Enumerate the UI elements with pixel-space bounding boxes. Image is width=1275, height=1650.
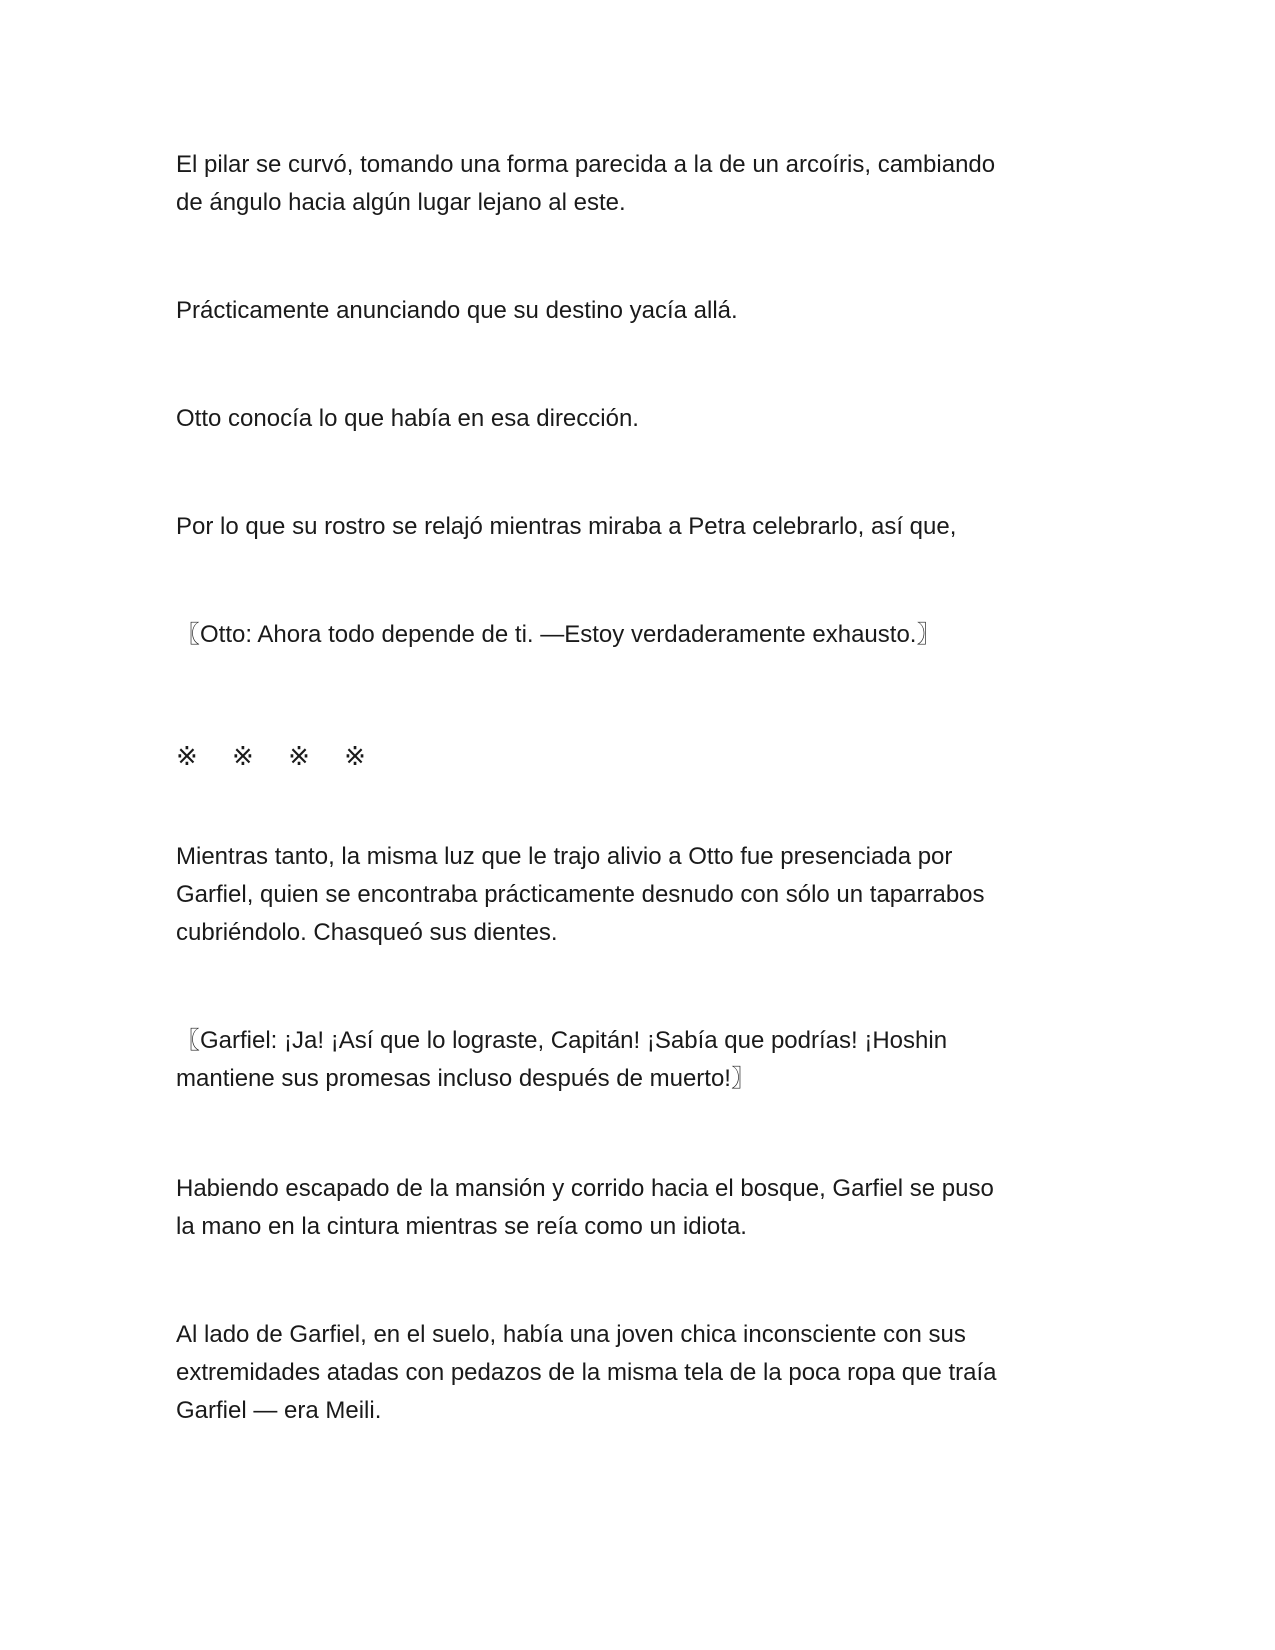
paragraph-garfiel-witness: Mientras tanto, la misma luz que le trajo alivio a Otto fue presenciada por Garfiel, quien se encontraba prácticamente desnudo con sólo un taparrabos cubriéndolo. Chasqueó sus dientes. [176,843,985,946]
paragraph-otto-knew: Otto conocía lo que había en esa dirección. [176,405,639,432]
paragraph-pillar-curved: El pilar se curvó, tomando una forma parecida a la de un arcoíris, cambiando de ángulo hacia algún lugar lejano al este. [176,151,996,216]
dialogue-otto: 〖Otto: Ahora todo depende de ti. —Estoy verdaderamente exhausto.〗 [176,621,941,648]
scene-separator: ※ ※ ※ ※ [176,742,366,772]
paragraph-petra-celebrate: Por lo que su rostro se relajó mientras miraba a Petra celebrarlo, así que, [176,513,957,540]
dialogue-garfiel: 〖Garfiel: ¡Ja! ¡Así que lo lograste, Capitán! ¡Sabía que podrías! ¡Hoshin mantiene sus promesas incluso después de muerto!〗 [176,1027,948,1092]
paragraph-destination: Prácticamente anunciando que su destino yacía allá. [176,297,738,324]
paragraph-meili: Al lado de Garfiel, en el suelo, había una joven chica inconsciente con sus extremidades atadas con pedazos de la misma tela de la poca ropa que traía Garfiel — era Meili. [176,1321,997,1424]
paragraph-escaped-mansion: Habiendo escapado de la mansión y corrido hacia el bosque, Garfiel se puso la mano en la cintura mientras se reía como un idiota. [176,1175,994,1240]
